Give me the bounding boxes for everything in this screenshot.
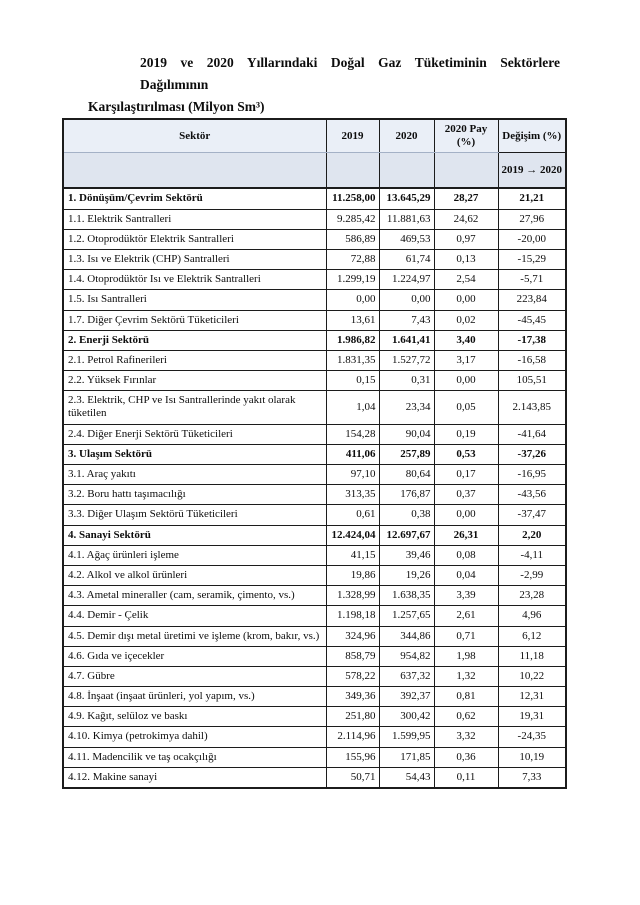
cell-change: 21,21 xyxy=(498,188,566,209)
table-row xyxy=(63,767,566,788)
cell-2020-share: 3,17 xyxy=(434,350,498,370)
cell-2019-value: 9.285,42 xyxy=(326,209,379,229)
cell-2019-value: 349,36 xyxy=(326,687,379,707)
cell-change: 4,96 xyxy=(498,606,566,626)
cell-2020-share: 0,05 xyxy=(434,391,498,424)
cell-2020-value: 954,82 xyxy=(379,646,434,666)
cell-change: 105,51 xyxy=(498,371,566,391)
cell-sector-label: 1.7. Diğer Çevrim Sektörü Tüketicileri xyxy=(63,310,326,330)
cell-2020-value: 1.641,41 xyxy=(379,330,434,350)
cell-change: 6,12 xyxy=(498,626,566,646)
cell-2020-share: 3,39 xyxy=(434,586,498,606)
cell-2020-value: 0,00 xyxy=(379,290,434,310)
cell-sector-label: 1. Dönüşüm/Çevrim Sektörü xyxy=(63,188,326,209)
document-title xyxy=(88,52,560,118)
table-row xyxy=(63,727,566,747)
cell-sector-label: 4.12. Makine sanayi xyxy=(63,767,326,788)
cell-change: -16,95 xyxy=(498,465,566,485)
cell-change: -45,45 xyxy=(498,310,566,330)
cell-2020-value: 392,37 xyxy=(379,687,434,707)
cell-2020-value: 344,86 xyxy=(379,626,434,646)
cell-2020-share: 2,61 xyxy=(434,606,498,626)
cell-sector-label: 4.7. Gübre xyxy=(63,666,326,686)
document-title-line-1: 2019 ve 2020 Yıllarındaki Doğal Gaz Tüketiminin Sektörlere Dağılımının xyxy=(140,55,560,92)
cell-2020-share: 0,36 xyxy=(434,747,498,767)
header-spacer-2019 xyxy=(326,153,379,189)
cell-sector-label: 4.11. Madencilik ve taş ocakçılığı xyxy=(63,747,326,767)
header-spacer-2020 xyxy=(379,153,434,189)
table-row xyxy=(63,586,566,606)
cell-2019-value: 1.831,35 xyxy=(326,350,379,370)
cell-change: -2,99 xyxy=(498,565,566,585)
cell-change: 23,28 xyxy=(498,586,566,606)
cell-2020-share: 0,02 xyxy=(434,310,498,330)
cell-sector-label: 3.2. Boru hattı taşımacılığı xyxy=(63,485,326,505)
cell-2020-value: 19,26 xyxy=(379,565,434,585)
cell-2020-share: 0,08 xyxy=(434,545,498,565)
table-row xyxy=(63,229,566,249)
cell-2020-share: 0,00 xyxy=(434,290,498,310)
table-row xyxy=(63,747,566,767)
cell-2020-value: 90,04 xyxy=(379,424,434,444)
cell-sector-label: 4.4. Demir - Çelik xyxy=(63,606,326,626)
cell-2020-value: 1.638,35 xyxy=(379,586,434,606)
cell-change: 11,18 xyxy=(498,646,566,666)
cell-2020-value: 61,74 xyxy=(379,249,434,269)
header-spacer-2020-share xyxy=(434,153,498,189)
table-row xyxy=(63,330,566,350)
cell-2020-value: 0,38 xyxy=(379,505,434,525)
cell-2019-value: 586,89 xyxy=(326,229,379,249)
table-row xyxy=(63,666,566,686)
cell-2019-value: 251,80 xyxy=(326,707,379,727)
cell-2019-value: 12.424,04 xyxy=(326,525,379,545)
cell-2020-share: 1,98 xyxy=(434,646,498,666)
cell-2020-value: 0,31 xyxy=(379,371,434,391)
cell-2020-value: 23,34 xyxy=(379,391,434,424)
cell-2019-value: 50,71 xyxy=(326,767,379,788)
table-row xyxy=(63,188,566,209)
cell-2020-value: 13.645,29 xyxy=(379,188,434,209)
table-row xyxy=(63,485,566,505)
cell-change: -43,56 xyxy=(498,485,566,505)
cell-2020-share: 0,71 xyxy=(434,626,498,646)
cell-2020-value: 39,46 xyxy=(379,545,434,565)
cell-2019-value: 578,22 xyxy=(326,666,379,686)
cell-2020-share: 3,40 xyxy=(434,330,498,350)
cell-2019-value: 0,15 xyxy=(326,371,379,391)
cell-2019-value: 13,61 xyxy=(326,310,379,330)
cell-2020-share: 3,32 xyxy=(434,727,498,747)
cell-2020-share: 0,53 xyxy=(434,444,498,464)
cell-sector-label: 1.1. Elektrik Santralleri xyxy=(63,209,326,229)
cell-2020-value: 1.599,95 xyxy=(379,727,434,747)
cell-change: 19,31 xyxy=(498,707,566,727)
cell-2019-value: 11.258,00 xyxy=(326,188,379,209)
cell-sector-label: 4.3. Ametal mineraller (cam, seramik, çimento, vs.) xyxy=(63,586,326,606)
table-row xyxy=(63,391,566,424)
cell-sector-label: 4.1. Ağaç ürünleri işleme xyxy=(63,545,326,565)
cell-sector-label: 2.4. Diğer Enerji Sektörü Tüketicileri xyxy=(63,424,326,444)
cell-2020-value: 300,42 xyxy=(379,707,434,727)
cell-change: -16,58 xyxy=(498,350,566,370)
header-change-period: 2019 → 2020 xyxy=(498,153,566,189)
cell-sector-label: 4.8. İnşaat (inşaat ürünleri, yol yapım, vs.) xyxy=(63,687,326,707)
cell-2020-share: 24,62 xyxy=(434,209,498,229)
table-row xyxy=(63,707,566,727)
cell-change: 7,33 xyxy=(498,767,566,788)
cell-2020-value: 171,85 xyxy=(379,747,434,767)
table-row xyxy=(63,371,566,391)
header-row-sub xyxy=(63,153,566,189)
cell-2020-value: 1.224,97 xyxy=(379,270,434,290)
cell-2020-value: 469,53 xyxy=(379,229,434,249)
cell-2020-share: 0,81 xyxy=(434,687,498,707)
table-row xyxy=(63,687,566,707)
cell-change: -4,11 xyxy=(498,545,566,565)
cell-2019-value: 411,06 xyxy=(326,444,379,464)
cell-2020-value: 1.257,65 xyxy=(379,606,434,626)
cell-2020-value: 54,43 xyxy=(379,767,434,788)
cell-change: 2.143,85 xyxy=(498,391,566,424)
cell-2020-share: 0,17 xyxy=(434,465,498,485)
table-row xyxy=(63,646,566,666)
cell-sector-label: 3. Ulaşım Sektörü xyxy=(63,444,326,464)
cell-2019-value: 2.114,96 xyxy=(326,727,379,747)
cell-2019-value: 19,86 xyxy=(326,565,379,585)
cell-2020-share: 0,19 xyxy=(434,424,498,444)
cell-2019-value: 324,96 xyxy=(326,626,379,646)
gas-consumption-table xyxy=(62,118,567,789)
cell-sector-label: 2.3. Elektrik, CHP ve Isı Santrallerinde yakıt olarak tüketilen xyxy=(63,391,326,424)
cell-sector-label: 3.3. Diğer Ulaşım Sektörü Tüketicileri xyxy=(63,505,326,525)
cell-2019-value: 858,79 xyxy=(326,646,379,666)
header-spacer-sector xyxy=(63,153,326,189)
cell-2019-value: 0,61 xyxy=(326,505,379,525)
cell-change: -24,35 xyxy=(498,727,566,747)
table-row xyxy=(63,545,566,565)
cell-sector-label: 1.5. Isı Santralleri xyxy=(63,290,326,310)
cell-change: -17,38 xyxy=(498,330,566,350)
cell-sector-label: 1.2. Otoprodüktör Elektrik Santralleri xyxy=(63,229,326,249)
table-row xyxy=(63,310,566,330)
cell-2020-value: 637,32 xyxy=(379,666,434,686)
table-body xyxy=(63,188,566,788)
cell-2019-value: 155,96 xyxy=(326,747,379,767)
cell-sector-label: 4.10. Kimya (petrokimya dahil) xyxy=(63,727,326,747)
cell-2020-share: 0,00 xyxy=(434,505,498,525)
table-row xyxy=(63,444,566,464)
cell-change: -5,71 xyxy=(498,270,566,290)
table-header xyxy=(63,119,566,188)
cell-2019-value: 1.299,19 xyxy=(326,270,379,290)
cell-2020-value: 1.527,72 xyxy=(379,350,434,370)
cell-change: -37,26 xyxy=(498,444,566,464)
cell-sector-label: 4.6. Gıda ve içecekler xyxy=(63,646,326,666)
cell-2020-value: 11.881,63 xyxy=(379,209,434,229)
cell-2019-value: 154,28 xyxy=(326,424,379,444)
cell-sector-label: 3.1. Araç yakıtı xyxy=(63,465,326,485)
cell-2019-value: 97,10 xyxy=(326,465,379,485)
cell-2020-share: 0,97 xyxy=(434,229,498,249)
cell-2020-share: 0,13 xyxy=(434,249,498,269)
cell-2020-share: 1,32 xyxy=(434,666,498,686)
table-row xyxy=(63,270,566,290)
cell-2019-value: 313,35 xyxy=(326,485,379,505)
cell-change: -15,29 xyxy=(498,249,566,269)
cell-change: -37,47 xyxy=(498,505,566,525)
cell-2020-value: 257,89 xyxy=(379,444,434,464)
cell-2019-value: 1.328,99 xyxy=(326,586,379,606)
cell-sector-label: 4.2. Alkol ve alkol ürünleri xyxy=(63,565,326,585)
cell-change: 12,31 xyxy=(498,687,566,707)
col-header-2020: 2020 xyxy=(379,119,434,153)
table-row xyxy=(63,626,566,646)
cell-2020-share: 0,37 xyxy=(434,485,498,505)
cell-2019-value: 0,00 xyxy=(326,290,379,310)
table-row xyxy=(63,424,566,444)
cell-2020-share: 28,27 xyxy=(434,188,498,209)
header-row-main xyxy=(63,119,566,153)
cell-2019-value: 1,04 xyxy=(326,391,379,424)
cell-2019-value: 41,15 xyxy=(326,545,379,565)
cell-sector-label: 4.5. Demir dışı metal üretimi ve işleme (krom, bakır, vs.) xyxy=(63,626,326,646)
table-row xyxy=(63,525,566,545)
cell-2020-share: 26,31 xyxy=(434,525,498,545)
cell-2020-share: 0,62 xyxy=(434,707,498,727)
table-row xyxy=(63,465,566,485)
cell-2019-value: 72,88 xyxy=(326,249,379,269)
cell-2020-share: 2,54 xyxy=(434,270,498,290)
table-row xyxy=(63,249,566,269)
cell-2019-value: 1.986,82 xyxy=(326,330,379,350)
col-header-change: Değişim (%) xyxy=(498,119,566,153)
cell-2020-value: 12.697,67 xyxy=(379,525,434,545)
cell-change: 223,84 xyxy=(498,290,566,310)
cell-2020-share: 0,00 xyxy=(434,371,498,391)
cell-2020-value: 176,87 xyxy=(379,485,434,505)
cell-2020-value: 80,64 xyxy=(379,465,434,485)
table-row xyxy=(63,505,566,525)
table-row xyxy=(63,350,566,370)
col-header-sector: Sektör xyxy=(63,119,326,153)
cell-change: 10,22 xyxy=(498,666,566,686)
table-row xyxy=(63,290,566,310)
col-header-2020-share: 2020 Pay (%) xyxy=(434,119,498,153)
cell-2019-value: 1.198,18 xyxy=(326,606,379,626)
cell-sector-label: 2.2. Yüksek Fırınlar xyxy=(63,371,326,391)
cell-2020-value: 7,43 xyxy=(379,310,434,330)
cell-change: 10,19 xyxy=(498,747,566,767)
cell-sector-label: 1.3. Isı ve Elektrik (CHP) Santralleri xyxy=(63,249,326,269)
cell-change: -41,64 xyxy=(498,424,566,444)
table-row xyxy=(63,606,566,626)
document-title-line-2: Karşılaştırılması (Milyon Sm³) xyxy=(88,99,265,114)
cell-change: 2,20 xyxy=(498,525,566,545)
cell-sector-label: 2.1. Petrol Rafinerileri xyxy=(63,350,326,370)
cell-2020-share: 0,11 xyxy=(434,767,498,788)
cell-sector-label: 4. Sanayi Sektörü xyxy=(63,525,326,545)
col-header-2019: 2019 xyxy=(326,119,379,153)
table-row xyxy=(63,209,566,229)
cell-sector-label: 4.9. Kağıt, selüloz ve baskı xyxy=(63,707,326,727)
cell-sector-label: 1.4. Otoprodüktör Isı ve Elektrik Santralleri xyxy=(63,270,326,290)
table-row xyxy=(63,565,566,585)
cell-change: 27,96 xyxy=(498,209,566,229)
cell-change: -20,00 xyxy=(498,229,566,249)
cell-sector-label: 2. Enerji Sektörü xyxy=(63,330,326,350)
cell-2020-share: 0,04 xyxy=(434,565,498,585)
